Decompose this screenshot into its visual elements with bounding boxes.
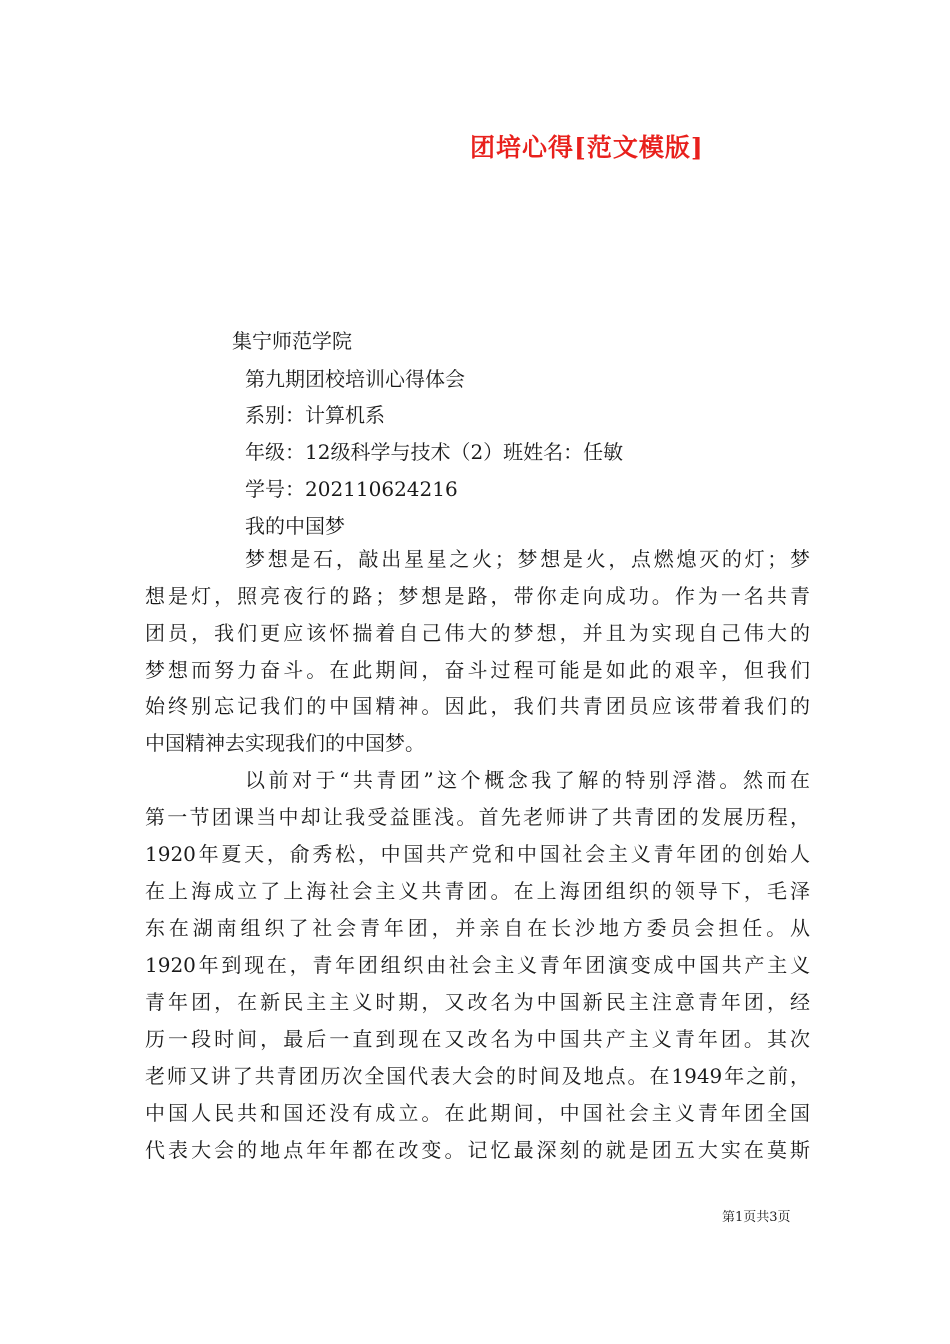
paragraph-line: 想是灯，照亮夜行的路；梦想是路，带你走向成功。作为一名共青: [145, 584, 810, 608]
document-title: 团培心得[范文模版]: [470, 133, 704, 162]
paragraph-line: 青年团，在新民主主义时期，又改名为中国新民主注意青年团，经: [145, 990, 810, 1014]
paragraph-line: 在上海成立了上海社会主义共青团。在上海团组织的领导下，毛泽: [145, 879, 810, 903]
report-title: 第九期团校培训心得体会: [245, 367, 465, 391]
paragraph-line: 历一段时间，最后一直到现在又改名为中国共产主义青年团。其次: [145, 1027, 810, 1051]
paragraph-line: 以前对于“共青团”这个概念我了解的特别浮潜。然而在: [245, 768, 810, 792]
paragraph-line: 老师又讲了共青团历次全国代表大会的时间及地点。在1949年之前，: [145, 1064, 810, 1088]
paragraph-line: 第一节团课当中却让我受益匪浅。首先老师讲了共青团的发展历程，: [145, 805, 810, 829]
paragraph-line: 梦想而努力奋斗。在此期间，奋斗过程可能是如此的艰辛，但我们: [145, 658, 810, 682]
paragraph-line: 始终别忘记我们的中国精神。因此，我们共青团员应该带着我们的: [145, 694, 810, 718]
paragraph-line: 1920年夏天，俞秀松，中国共产党和中国社会主义青年团的创始人: [145, 842, 810, 866]
essay-title: 我的中国梦: [245, 514, 345, 538]
grade-name-line: 年级：12级科学与技术（2）班姓名：任敏: [245, 440, 624, 464]
student-id-line: 学号：202110624216: [245, 477, 458, 501]
paragraph-line: 中国精神去实现我们的中国梦。: [145, 731, 425, 755]
paragraph-line: 东在湖南组织了社会青年团，并亲自在长沙地方委员会担任。从: [145, 916, 810, 940]
paragraph-line: 中国人民共和国还没有成立。在此期间，中国社会主义青年团全国: [145, 1101, 810, 1125]
paragraph-line: 团员，我们更应该怀揣着自己伟大的梦想，并且为实现自己伟大的: [145, 621, 810, 645]
page-footer: 第1页共3页: [722, 1210, 791, 1225]
school-name: 集宁师范学院: [232, 329, 352, 353]
paragraph-line: 1920年到现在，青年团组织由社会主义青年团演变成中国共产主义: [145, 953, 810, 977]
paragraph-line: 梦想是石，敲出星星之火；梦想是火，点燃熄灭的灯；梦: [245, 547, 810, 571]
paragraph-line: 代表大会的地点年年都在改变。记忆最深刻的就是团五大实在莫斯: [145, 1138, 810, 1162]
department-line: 系别：计算机系: [245, 403, 385, 427]
